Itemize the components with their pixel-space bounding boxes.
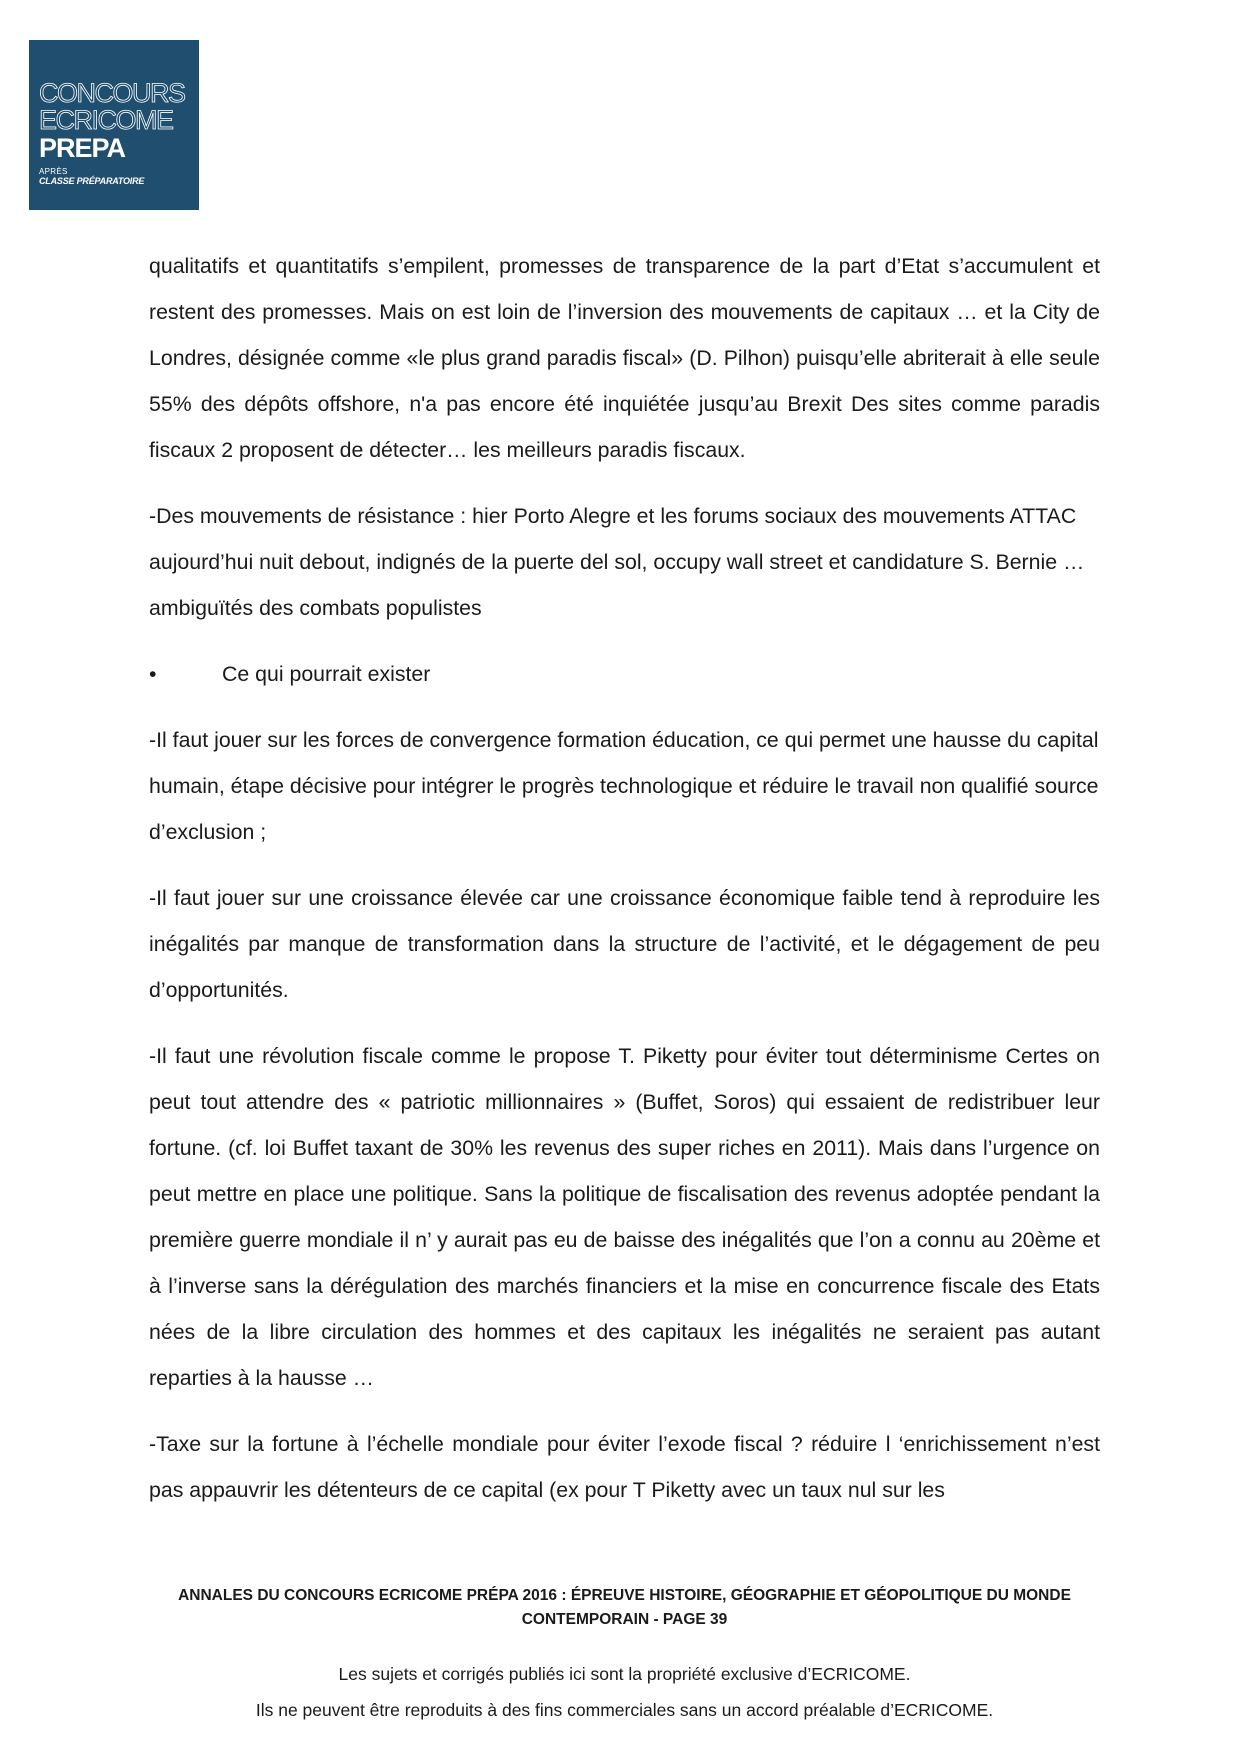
paragraph-2: -Des mouvements de résistance : hier Porto Alegre et les forums sociaux des mouvements ATTAC aujourd’hui nuit debout, indignés de la puerte del sol, occupy wall street et candidature S. Bernie …ambiguïtés des combats populistes [149, 504, 1085, 620]
footer-note-line-2: Ils ne peuvent être reproduits à des fins commerciales sans un accord préalable d’ECRICOME. [255, 1700, 994, 1720]
logo-line-apres: APRÈS [39, 167, 68, 176]
paragraph-1: qualitatifs et quantitatifs s’empilent, promesses de transparence de la part d’Etat s’accumulent et restent des promesses. Mais on est loin de l’inversion des mouvements de capitaux … et la City de Londres, désignée comme «le plus grand paradis fiscal» (D. Pilhon) puisqu’elle abriterait à elle seule 55% des dépôts offshore, n'a pas encore été inquiétée jusqu’au Brexit Des sites comme paradis fiscaux 2 proposent de détecter… les meilleurs paradis fiscaux. [149, 254, 1100, 462]
logo-line-ecricome: ECRICOME [39, 105, 173, 135]
footer-copyright-note [149, 1656, 1100, 1728]
paragraph-5: -Il faut une révolution fiscale comme le propose T. Piketty pour éviter tout déterminisme Certes on peut tout attendre des « patriotic millionnaires » (Buffet, Soros) qui essaient de redistribuer leur fortune. (cf. loi Buffet taxant de 30% les revenus des super riches en 2011). Mais dans l’urgence on peut mettre en place une politique. Sans la politique de fiscalisation des revenus adoptée pendant la première guerre mondiale il n’ y aurait pas eu de baisse des inégalités que l’on a connu au 20ème et à l’inverse sans la dérégulation des marchés financiers et la mise en concurrence fiscale des Etats nées de la libre circulation des hommes et des capitaux les inégalités ne seraient pas autant reparties à la hausse … [149, 1044, 1100, 1390]
footer-title-line-2: CONTEMPORAIN - PAGE 39 [521, 1611, 728, 1628]
paragraph-3: -Il faut jouer sur les forces de convergence formation éducation, ce qui permet une hausse du capital humain, étape décisive pour intégrer le progrès technologique et réduire le travail non qualifié source d’exclusion ; [149, 728, 1099, 844]
logo-line-prepa: PREPA [39, 133, 126, 163]
bullet-text: Ce qui pourrait exister [222, 662, 431, 686]
paragraph-6: -Taxe sur la fortune à l’échelle mondiale pour éviter l’exode fiscal ? réduire l ‘enrichissement n’est pas appauvrir les détenteurs de ce capital (ex pour T Piketty avec un taux nul sur les [149, 1432, 1100, 1502]
document-body [149, 243, 1100, 1533]
ecricome-logo [29, 40, 199, 210]
bullet-item [149, 651, 1100, 697]
logo-line-concours: CONCOURS [39, 78, 185, 108]
footer-title [149, 1584, 1100, 1632]
footer-note-line-1: Les sujets et corrigés publiés ici sont la propriété exclusive d’ECRICOME. [338, 1664, 911, 1684]
paragraph-4: -Il faut jouer sur une croissance élevée car une croissance économique faible tend à reproduire les inégalités par manque de transformation dans la structure de l’activité, et le dégagement de peu d’opportunités. [149, 886, 1100, 1002]
bullet-symbol: • [149, 662, 157, 686]
footer-title-line-1: ANNALES DU CONCOURS ECRICOME PRÉPA 2016 : ÉPREUVE HISTOIRE, GÉOGRAPHIE ET GÉOPOLITIQUE DU MONDE [178, 1587, 1071, 1604]
logo-line-classe: CLASSE PRÉPARATOIRE [39, 176, 145, 186]
